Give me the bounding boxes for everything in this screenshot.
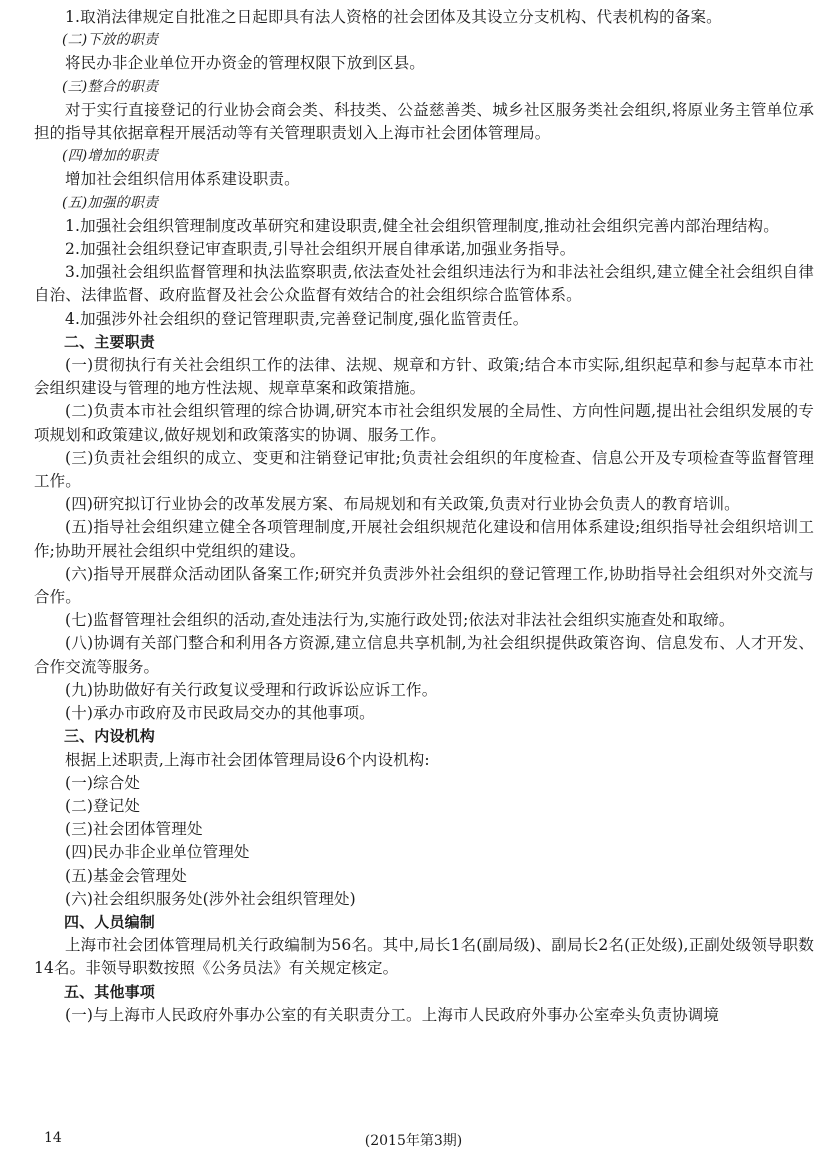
paragraph: 将民办非企业单位开办资金的管理权限下放到区县。 — [65, 54, 425, 73]
section-heading: 五、其他事项 — [64, 982, 155, 1001]
subsection-heading: (二)下放的职责 — [62, 32, 159, 49]
paragraph: 对于实行直接登记的行业协会商会类、科技类、公益慈善类、城乡社区服务类社会组织,将原业务主管单位承担的指导其依据章程开展活动等有关管理职责划入上海市社会团体管理局。 — [34, 100, 814, 143]
section-heading: 三、内设机构 — [64, 727, 155, 746]
paragraph: (一)与上海市人民政府外事办公室的有关职责分工。上海市人民政府外事办公室牵头负责协调境 — [65, 1005, 720, 1024]
paragraph: (十)承办市政府及市民政局交办的其他事项。 — [65, 704, 375, 723]
paragraph: 2.加强社会组织登记审查职责,引导社会组织开展自律承诺,加强业务指导。 — [65, 240, 576, 259]
paragraph: 1.取消法律规定自批准之日起即具有法人资格的社会团体及其设立分支机构、代表机构的备案。 — [65, 8, 722, 26]
subsection-heading: (三)整合的职责 — [62, 78, 159, 95]
paragraph: 增加社会组织信用体系建设职责。 — [65, 170, 300, 189]
paragraph: 3.加强社会组织监督管理和执法监察职责,依法查处社会组织违法行为和非法社会组织,建立健全社会组织自律自治、法律监督、政府监督及社会公众监督有效结合的社会组织综合监管体系。 — [34, 263, 814, 305]
paragraph: 上海市社会团体管理局机关行政编制为56名。其中,局长1名(副局级)、副局长2名(正处级),正副处级领导职数14名。非领导职数按照《公务员法》有关规定核定。 — [34, 936, 814, 978]
document-body — [34, 6, 814, 1027]
paragraph: (五)基金会管理处 — [65, 866, 187, 885]
subsection-heading: (五)加强的职责 — [62, 194, 159, 211]
page-number: 14 — [44, 1130, 62, 1146]
section-heading: 四、人员编制 — [64, 912, 155, 931]
paragraph: (二)负责本市社会组织管理的综合协调,研究本市社会组织发展的全局性、方向性问题,提出社会组织发展的专项规划和政策建议,做好规划和政策落实的协调、服务工作。 — [34, 402, 814, 444]
section-heading: 二、主要职责 — [64, 332, 155, 351]
paragraph: (四)研究拟订行业协会的改革发展方案、布局规划和有关政策,负责对行业协会负责人的教育培训。 — [65, 495, 740, 514]
paragraph: (四)民办非企业单位管理处 — [65, 843, 250, 862]
paragraph: (五)指导社会组织建立健全各项管理制度,开展社会组织规范化建设和信用体系建设;组织指导社会组织培训工作;协助开展社会组织中党组织的建设。 — [34, 518, 814, 560]
paragraph: (八)协调有关部门整合和利用各方资源,建立信息共享机制,为社会组织提供政策咨询、信息发布、人才开发、合作交流等服务。 — [34, 634, 814, 676]
issue-label: (2015年第3期) — [364, 1133, 463, 1149]
paragraph: (六)社会组织服务处(涉外社会组织管理处) — [65, 889, 356, 908]
paragraph: 根据上述职责,上海市社会团体管理局设6个内设机构: — [65, 750, 430, 769]
paragraph: (一)贯彻执行有关社会组织工作的法律、法规、规章和方针、政策;结合本市实际,组织起草和参与起草本市社会组织建设与管理的地方性法规、规章草案和政策措施。 — [34, 356, 814, 398]
paragraph: (七)监督管理社会组织的活动,查处违法行为,实施行政处罚;依法对非法社会组织实施查处和取缔。 — [65, 611, 735, 630]
paragraph: (二)登记处 — [65, 796, 140, 815]
subsection-heading: (四)增加的职责 — [62, 148, 159, 165]
paragraph: (三)负责社会组织的成立、变更和注销登记审批;负责社会组织的年度检查、信息公开及专项检查等监督管理工作。 — [34, 448, 814, 491]
paragraph: (六)指导开展群众活动团队备案工作;研究并负责涉外社会组织的登记管理工作,协助指导社会组织对外交流与合作。 — [34, 564, 814, 607]
paragraph: 1.加强社会组织管理制度改革研究和建设职责,健全社会组织管理制度,推动社会组织完善内部治理结构。 — [65, 216, 779, 235]
paragraph: 4.加强涉外社会组织的登记管理职责,完善登记制度,强化监管责任。 — [65, 309, 529, 328]
paragraph: (三)社会团体管理处 — [65, 820, 203, 839]
paragraph: (一)综合处 — [65, 773, 140, 792]
paragraph: (九)协助做好有关行政复议受理和行政诉讼应诉工作。 — [65, 680, 438, 699]
page-footer — [0, 1130, 827, 1154]
